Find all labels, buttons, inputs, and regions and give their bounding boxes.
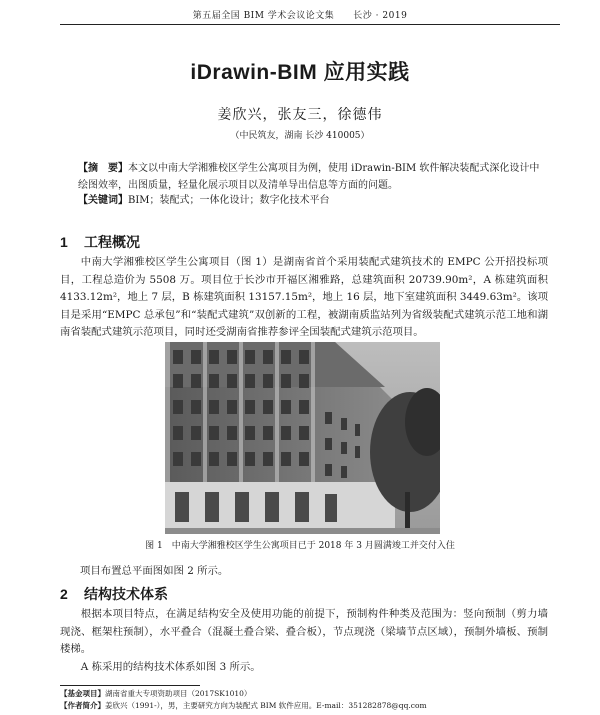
affiliation: （中民筑友，湖南 长沙 410005） xyxy=(230,131,370,141)
section-1-heading xyxy=(60,232,140,252)
author-label: 【作者简介】 xyxy=(60,701,105,710)
footnote-rule xyxy=(60,685,200,686)
plan-reference: 项目布置总平面图如图 2 所示。 xyxy=(80,565,229,577)
section-2-paragraph: 根据本项目特点，在满足结构安全及使用功能的前提下，预制构件种类及范围为：竖向预制（剪力墙现浇、框架柱预制），水平叠合（混凝土叠合梁、叠合板），节点现浇（梁墙节点区域），预制外墙板、预制楼梯。 xyxy=(60,608,548,655)
author-footnote xyxy=(60,700,560,712)
building-photo-illustration xyxy=(165,342,440,534)
fund-footnote xyxy=(60,688,560,700)
figure-1-caption: 图 1 中南大学湘雅校区学生公寓项目已于 2018 年 3 月圆满竣工并交付入住 xyxy=(145,541,455,551)
authors: 姜欣兴，张友三，徐德伟 xyxy=(217,107,383,123)
abstract-label: 【摘 要】 xyxy=(78,163,128,174)
section-1-number: 1 xyxy=(60,234,68,250)
running-head: 第五届全国 BIM 学术会议论文集 长沙 · 2019 xyxy=(192,11,408,21)
header-rule xyxy=(60,24,560,25)
section-1-paragraph: 中南大学湘雅校区学生公寓项目（图 1）是湖南省首个采用装配式建筑技术的 EMPC 公开招投标项目，工程总造价为 5508 万。项目位于长沙市开福区湘雅路，总建筑面积 20739.90m²，A 栋建筑面积 4133.12m²，地上 7 层，B 栋建筑面积 13157.15m²，地上 16 层，地下室建筑面积 3449.63m²。该项目是采用“EMPC 总承包”和“装配式建筑”双创新的工程，被湖南质监站列为省级装配式建筑示范工地和湖南省装配式建筑示范项目，同时还受湖南省推荐参评全国装配式建筑示范项目。 xyxy=(60,256,548,338)
paper-title: iDrawin-BIM 应用实践 xyxy=(190,61,410,84)
fund-text: 湖南省重大专项资助项目（2017SK1010） xyxy=(105,689,252,698)
fund-label: 【基金项目】 xyxy=(60,689,105,698)
figure-1-photo xyxy=(165,342,440,534)
abstract xyxy=(78,160,548,194)
author-text: 姜欣兴（1991-），男，主要研究方向为装配式 BIM 软件应用。E-mail：351282878@qq.com xyxy=(105,701,427,710)
footnotes xyxy=(60,688,560,712)
keywords-label: 【关键词】 xyxy=(78,195,128,206)
section-1-title: 工程概况 xyxy=(84,234,140,250)
keywords-text: BIM；装配式；一体化设计；数字化技术平台 xyxy=(128,195,330,206)
section-2-title: 结构技术体系 xyxy=(84,586,168,602)
section-2-number: 2 xyxy=(60,586,68,602)
keywords xyxy=(78,192,548,209)
section-2-heading xyxy=(60,584,168,604)
section-2-line-2: A 栋采用的结构技术体系如图 3 所示。 xyxy=(80,661,261,673)
abstract-text: 本文以中南大学湘雅校区学生公寓项目为例，使用 iDrawin-BIM 软件解决装配式深化设计中绘图效率，出图质量，轻量化展示项目以及清单导出信息等方面的问题。 xyxy=(78,163,540,191)
